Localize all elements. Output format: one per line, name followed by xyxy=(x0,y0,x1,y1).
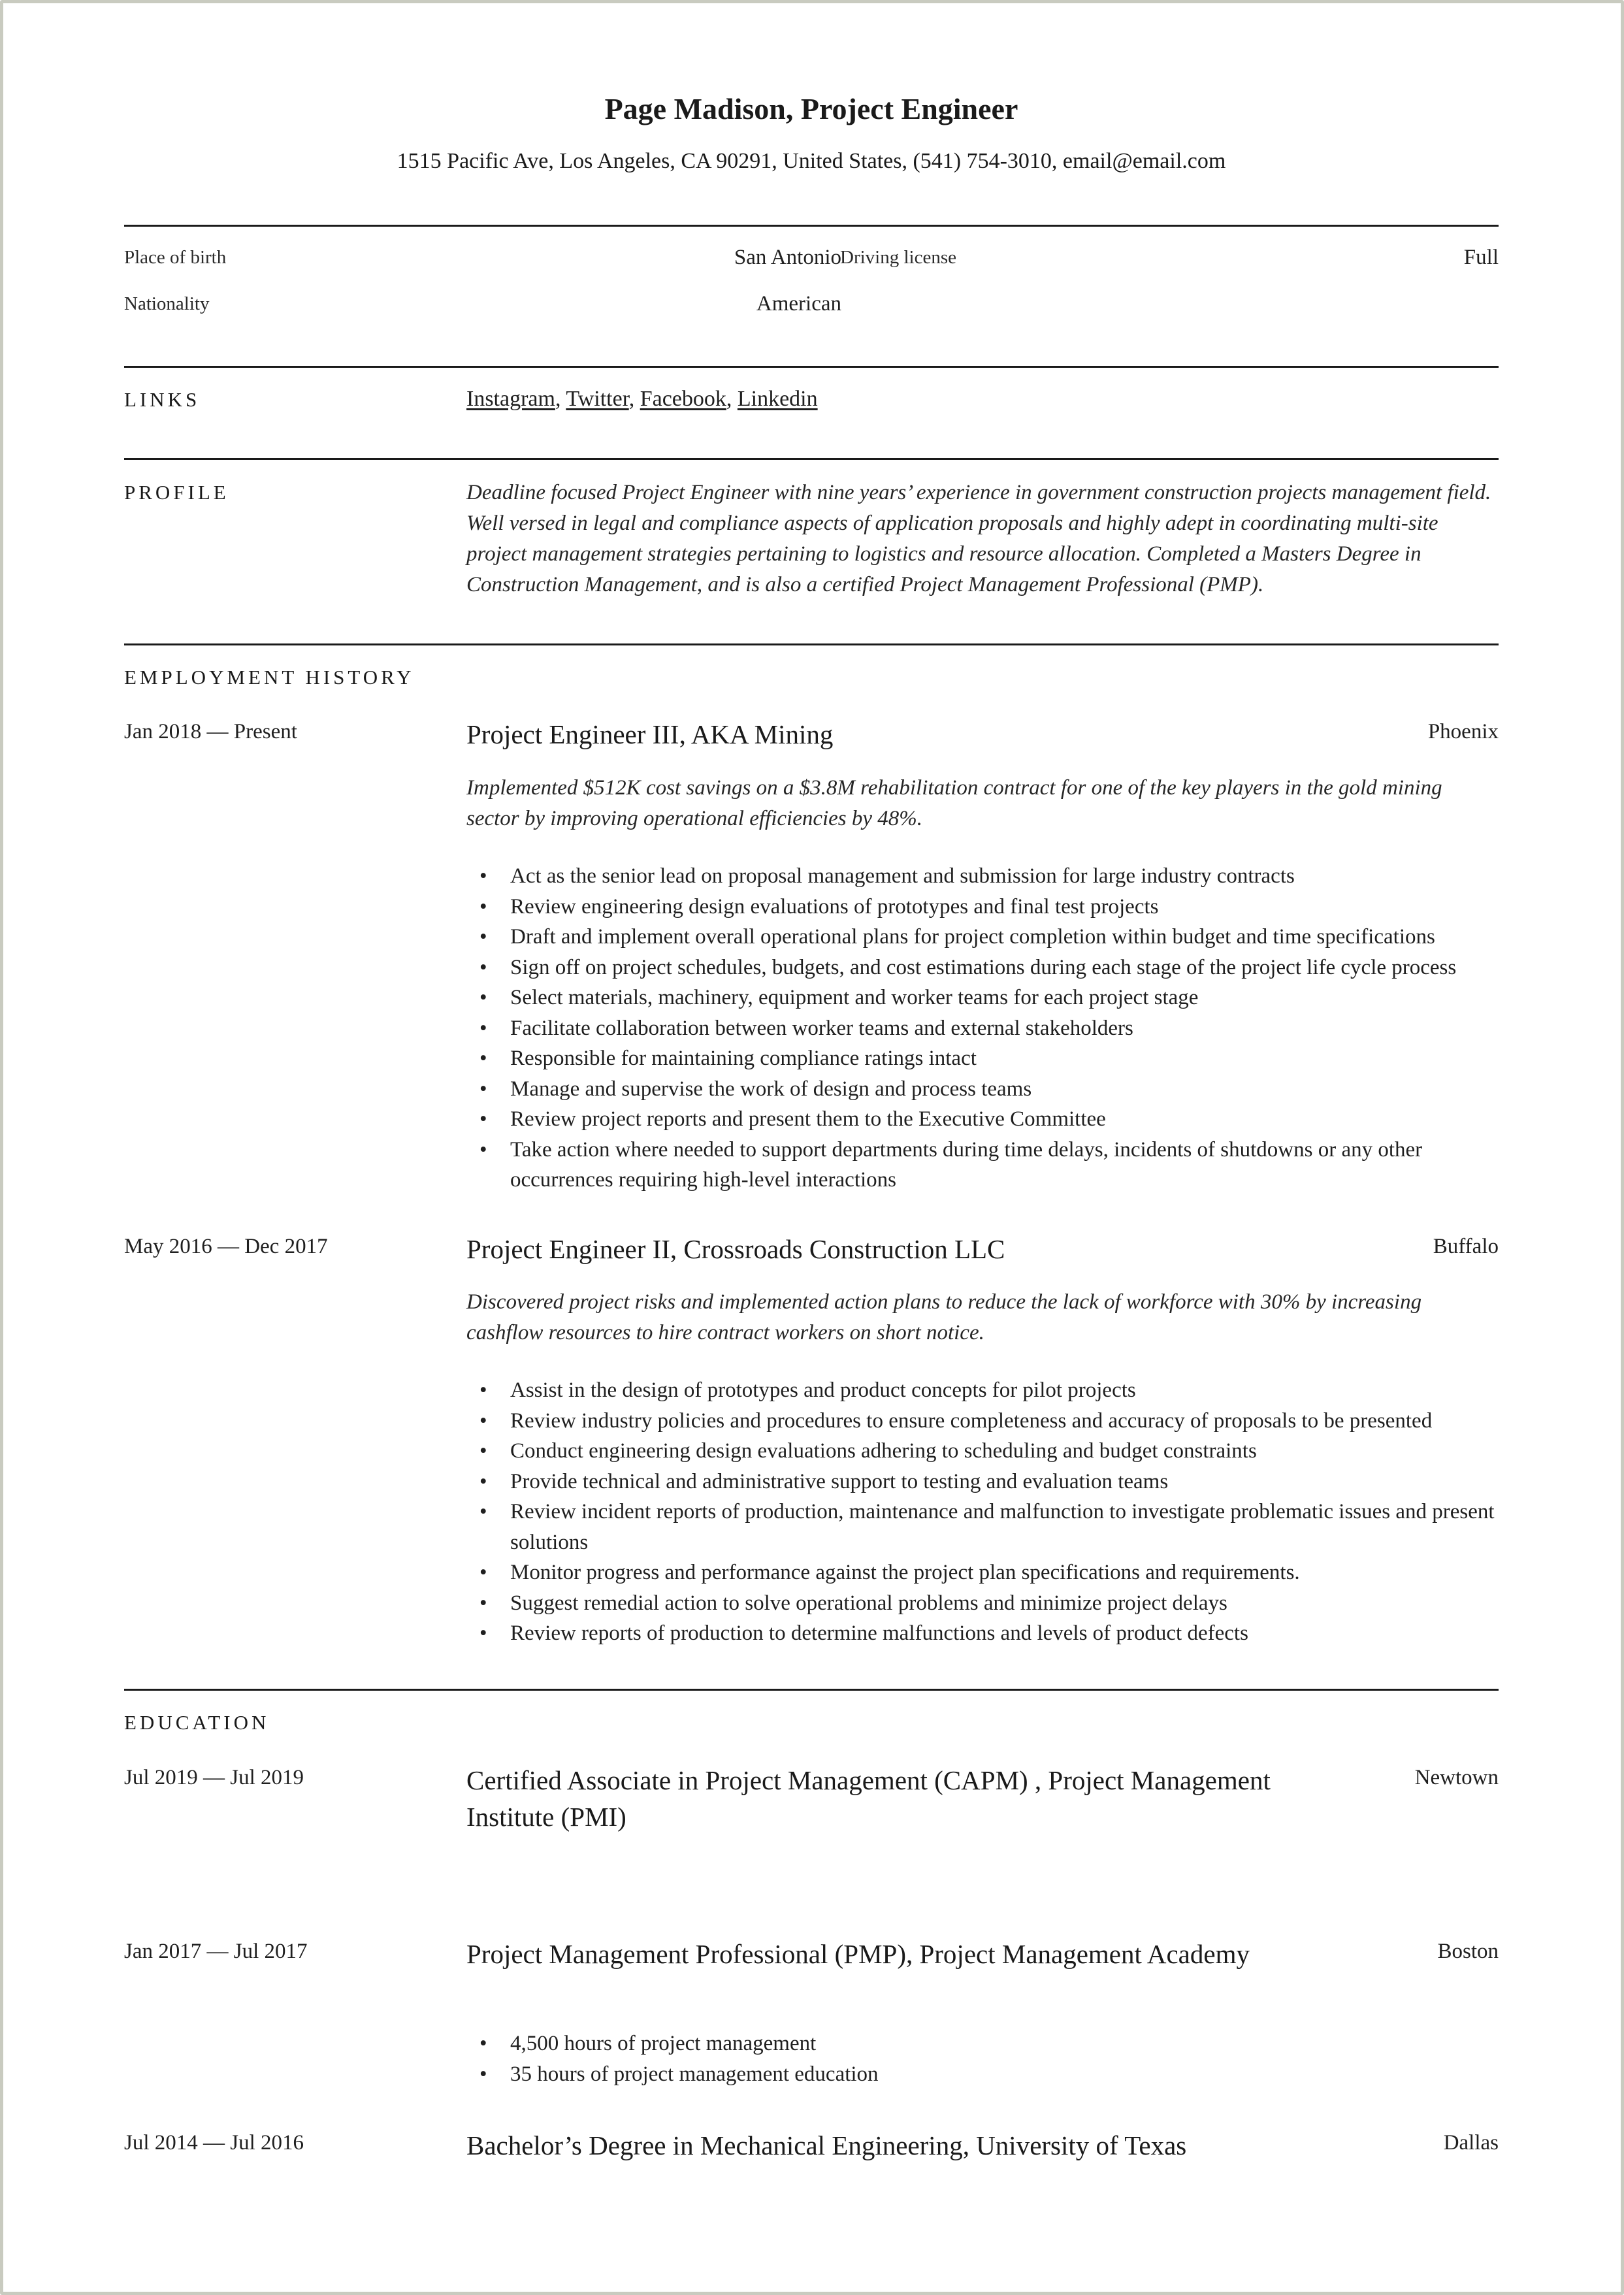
job-summary: Discovered project risks and implemented action plans to reduce the lack of workforce with 30% by increasing cashflow resources to hire contract workers on short notice. xyxy=(466,1290,1422,1344)
job-duties-list xyxy=(466,861,1499,1196)
driving-license-label: Driving license xyxy=(840,247,956,268)
candidate-name: Page Madison, Project Engineer xyxy=(604,92,1018,125)
job-summary: Implemented $512K cost savings on a $3.8M rehabilitation contract for one of the key players in the gold mining sector by improving operational efficiencies by 48%. xyxy=(466,776,1442,830)
list-item: • Review engineering design evaluations of prototypes and final test projects xyxy=(466,892,1499,922)
education-city: Dallas xyxy=(1443,2131,1499,2155)
nationality-label: Nationality xyxy=(124,293,210,314)
list-item: • Draft and implement overall operational plans for project completion within budget and time specifications xyxy=(466,922,1499,952)
education-dates: Jul 2014 — Jul 2016 xyxy=(124,2131,304,2155)
job-title: Project Engineer II, Crossroads Construction LLC xyxy=(466,1234,1005,1264)
list-item: • Sign off on project schedules, budgets, and cost estimations during each stage of the project life cycle process xyxy=(466,952,1499,983)
list-item: • Act as the senior lead on proposal management and submission for large industry contracts xyxy=(466,861,1499,892)
driving-license-value: Full xyxy=(1463,246,1499,269)
links-heading: LINKS xyxy=(124,388,201,411)
education-title: Project Management Professional (PMP), Project Management Academy xyxy=(466,1939,1250,1969)
profile-heading: PROFILE xyxy=(124,481,229,504)
nationality-value: American xyxy=(756,292,841,316)
link-twitter[interactable]: Twitter xyxy=(566,387,629,411)
list-item: • Monitor progress and performance against the project plan specifications and requirements. xyxy=(466,1557,1499,1588)
divider xyxy=(124,1689,1499,1691)
list-item: • 35 hours of project management education xyxy=(466,2059,1499,2090)
divider xyxy=(124,225,1499,227)
contact-line: 1515 Pacific Ave, Los Angeles, CA 90291, United States, (541) 754-3010, email@email.com xyxy=(397,149,1226,173)
job-title: Project Engineer III, AKA Mining xyxy=(466,719,834,749)
social-links: Instagram, Twitter, Facebook, Linkedin xyxy=(466,387,818,411)
job-city: Phoenix xyxy=(1427,720,1499,743)
link-facebook[interactable]: Facebook xyxy=(640,387,726,411)
education-title: Certified Associate in Project Management (CAPM) , Project Management Institute (PMI) xyxy=(466,1765,1271,1832)
list-item: • Assist in the design of prototypes and product concepts for pilot projects xyxy=(466,1375,1499,1406)
job-dates: May 2016 — Dec 2017 xyxy=(124,1235,328,1258)
list-item: • Review incident reports of production, maintenance and malfunction to investigate problematic issues and present solutions xyxy=(466,1497,1499,1557)
education-city: Boston xyxy=(1437,1940,1499,1963)
list-item: • Conduct engineering design evaluations adhering to scheduling and budget constraints xyxy=(466,1436,1499,1467)
list-item: • Manage and supervise the work of design and process teams xyxy=(466,1074,1499,1105)
list-item: • Suggest remedial action to solve operational problems and minimize project delays xyxy=(466,1588,1499,1619)
education-heading: EDUCATION xyxy=(124,1711,270,1734)
list-item: • Take action where needed to support departments during time delays, incidents of shutdowns or any other occurrences requiring high-level interactions xyxy=(466,1135,1499,1196)
profile-text: Deadline focused Project Engineer with nine years’ experience in government construction projects management field. Well versed in legal and compliance aspects of application proposals and highly adept in coordinating multi-site project management strategies pertaining to logistics and resource allocation. Completed a Masters Degree in Construction Management, and is also a certified Project Management Professional (PMP). xyxy=(466,481,1491,596)
link-linkedin[interactable]: Linkedin xyxy=(737,387,818,411)
job-dates: Jan 2018 — Present xyxy=(124,720,297,743)
education-title: Bachelor’s Degree in Mechanical Engineering, University of Texas xyxy=(466,2130,1187,2160)
place-of-birth-label: Place of birth xyxy=(124,247,227,268)
education-city: Newtown xyxy=(1414,1766,1499,1789)
job-city: Buffalo xyxy=(1433,1235,1499,1258)
list-item: • Facilitate collaboration between worker teams and external stakeholders xyxy=(466,1013,1499,1044)
place-of-birth-value: San Antonio xyxy=(734,246,841,269)
list-item: • Select materials, machinery, equipment and worker teams for each project stage xyxy=(466,983,1499,1013)
divider xyxy=(124,643,1499,645)
list-item: • Provide technical and administrative support to testing and evaluation teams xyxy=(466,1467,1499,1497)
divider xyxy=(124,366,1499,368)
divider xyxy=(124,458,1499,460)
list-item: • Review reports of production to determine malfunctions and levels of product defects xyxy=(466,1618,1499,1649)
list-item: • Review industry policies and procedures to ensure completeness and accuracy of proposals to be presented xyxy=(466,1406,1499,1437)
job-duties-list xyxy=(466,1375,1499,1649)
list-item: • Responsible for maintaining compliance ratings intact xyxy=(466,1043,1499,1074)
education-dates: Jul 2019 — Jul 2019 xyxy=(124,1766,304,1789)
employment-heading: EMPLOYMENT HISTORY xyxy=(124,666,415,689)
list-item: • Review project reports and present them to the Executive Committee xyxy=(466,1104,1499,1135)
link-instagram[interactable]: Instagram xyxy=(466,387,555,411)
education-details-list xyxy=(466,2028,1499,2089)
list-item: • 4,500 hours of project management xyxy=(466,2028,1499,2059)
education-dates: Jan 2017 — Jul 2017 xyxy=(124,1940,308,1963)
